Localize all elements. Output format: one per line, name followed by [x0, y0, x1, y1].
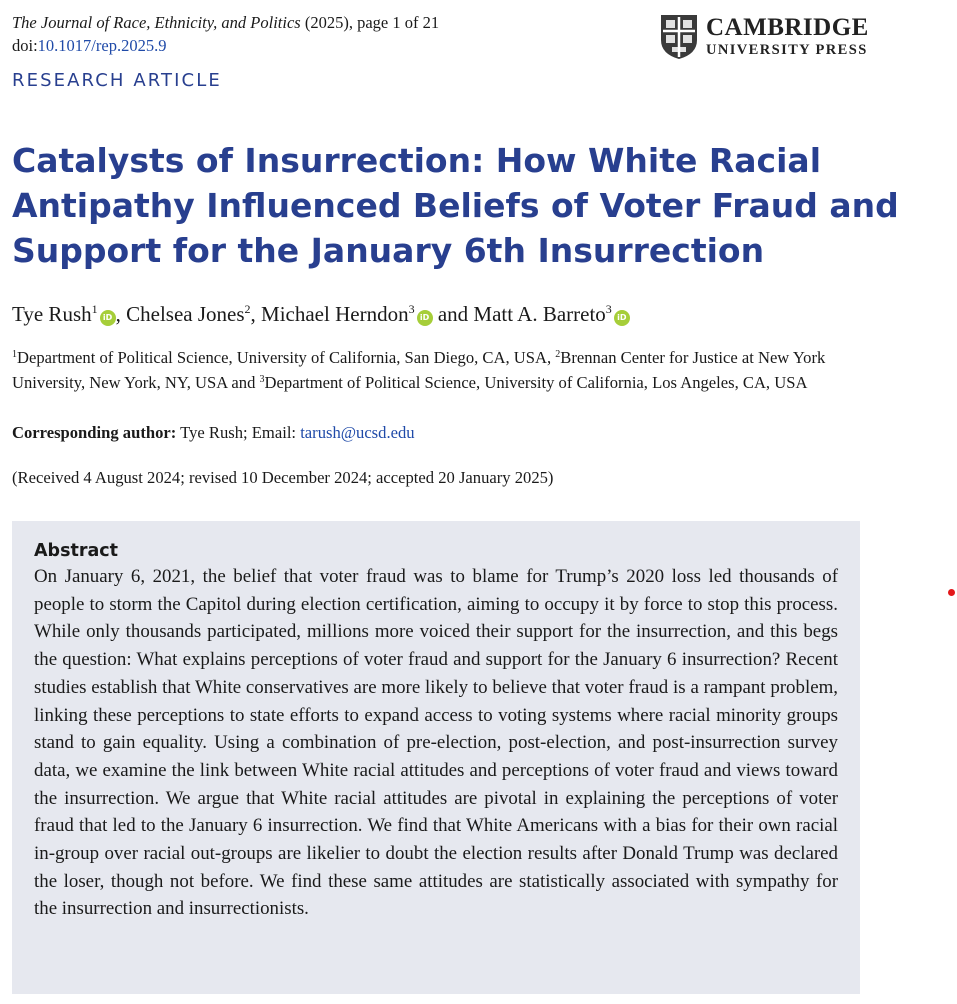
- publisher-name: CAMBRIDGE: [706, 14, 869, 41]
- corresponding-label: Corresponding author:: [12, 423, 177, 442]
- publisher-subname: UNIVERSITY PRESS: [706, 42, 868, 58]
- orcid-icon[interactable]: iD: [100, 310, 116, 326]
- abstract-text: On January 6, 2021, the belief that voter fraud was to blame for Trump’s 2020 loss led thousands of people to storm the Capitol during election certification, aiming to occupy it by force to stop this process. While only thousands participated, millions more voiced their support for the insurrection, and this begs the question: What explains perceptions of voter fraud and support for the January 6 insurrection? Recent studies establish that White conservatives are more likely to believe that voter fraud is a rampant problem, linking these perceptions to state efforts to expand access to voting systems where racial minority groups stand to gain equality. Using a combination of pre-election, post-election, and post-insurrection survey data, we examine the link between White racial attitudes and perceptions of voter fraud and views toward the insurrection. We argue that White racial attitudes are pivotal in explaining the perceptions of voter fraud that led to the January 6 insurrection. We find that White Americans with a bias for their own racial in-group over racial out-groups are likelier to doubt the election results after Donald Trump was declared the loser, though not before. We find these same attitudes are statistically associated with sympathy for the insurrection and insurrectionists.: [34, 566, 838, 920]
- affiliation-number: 2: [555, 349, 561, 360]
- affiliation-text: Brennan Center for Justice at New York University, New York, NY, USA and: [12, 348, 826, 392]
- publisher-wordmark: [706, 16, 869, 58]
- author-affiliation-number: 1: [91, 302, 98, 316]
- doi-prefix: doi:: [12, 36, 38, 55]
- author-name: Matt A. Barreto: [473, 302, 606, 326]
- affiliation-text: Department of Political Science, University of California, San Diego, CA, USA,: [17, 348, 556, 367]
- affiliation-number: 3: [259, 373, 265, 385]
- author-name: Michael Herndon: [261, 302, 409, 326]
- author-name: Tye Rush: [12, 302, 92, 326]
- orcid-icon[interactable]: iD: [417, 310, 433, 326]
- author-separator: ,: [115, 302, 127, 326]
- journal-meta: (2025), page 1 of 21: [300, 13, 440, 32]
- publisher-logo: [660, 14, 869, 60]
- journal-name: The Journal of Race, Ethnicity, and Politics: [12, 13, 301, 32]
- corresponding-author: [12, 421, 415, 445]
- article-title: Catalysts of Insurrection: How White Racial Antipathy Influenced Beliefs of Voter Fraud and Support for the January 6th Insurrection: [12, 141, 899, 270]
- journal-citation: [12, 11, 439, 34]
- affiliations: [12, 346, 872, 395]
- cambridge-shield-icon: [660, 14, 698, 60]
- abstract-heading: Abstract: [34, 541, 119, 561]
- affiliation-text: Department of Political Science, University of California, Los Angeles, CA, USA: [264, 372, 808, 392]
- author-affiliation-number: 2: [244, 302, 251, 316]
- corresponding-text: Tye Rush; Email:: [176, 423, 301, 442]
- author-affiliation-number: 3: [408, 302, 415, 316]
- affiliation-number: 1: [12, 349, 17, 360]
- cursor-marker: [948, 589, 955, 596]
- orcid-icon[interactable]: iD: [614, 310, 630, 326]
- author-list: [12, 300, 630, 328]
- article-type: RESEARCH ARTICLE: [12, 70, 222, 91]
- author-affiliation-number: 3: [605, 302, 612, 316]
- email-link[interactable]: tarush@ucsd.edu: [300, 423, 415, 442]
- author-name: Chelsea Jones: [126, 302, 245, 326]
- author-separator: and: [432, 302, 474, 326]
- doi-line: [12, 34, 439, 57]
- doi-link[interactable]: 10.1017/rep.2025.9: [37, 36, 167, 55]
- journal-header: [12, 11, 439, 57]
- author-separator: ,: [250, 302, 262, 326]
- received-dates: (Received 4 August 2024; revised 10 December 2024; accepted 20 January 2025): [12, 468, 554, 487]
- abstract-box: [12, 521, 860, 994]
